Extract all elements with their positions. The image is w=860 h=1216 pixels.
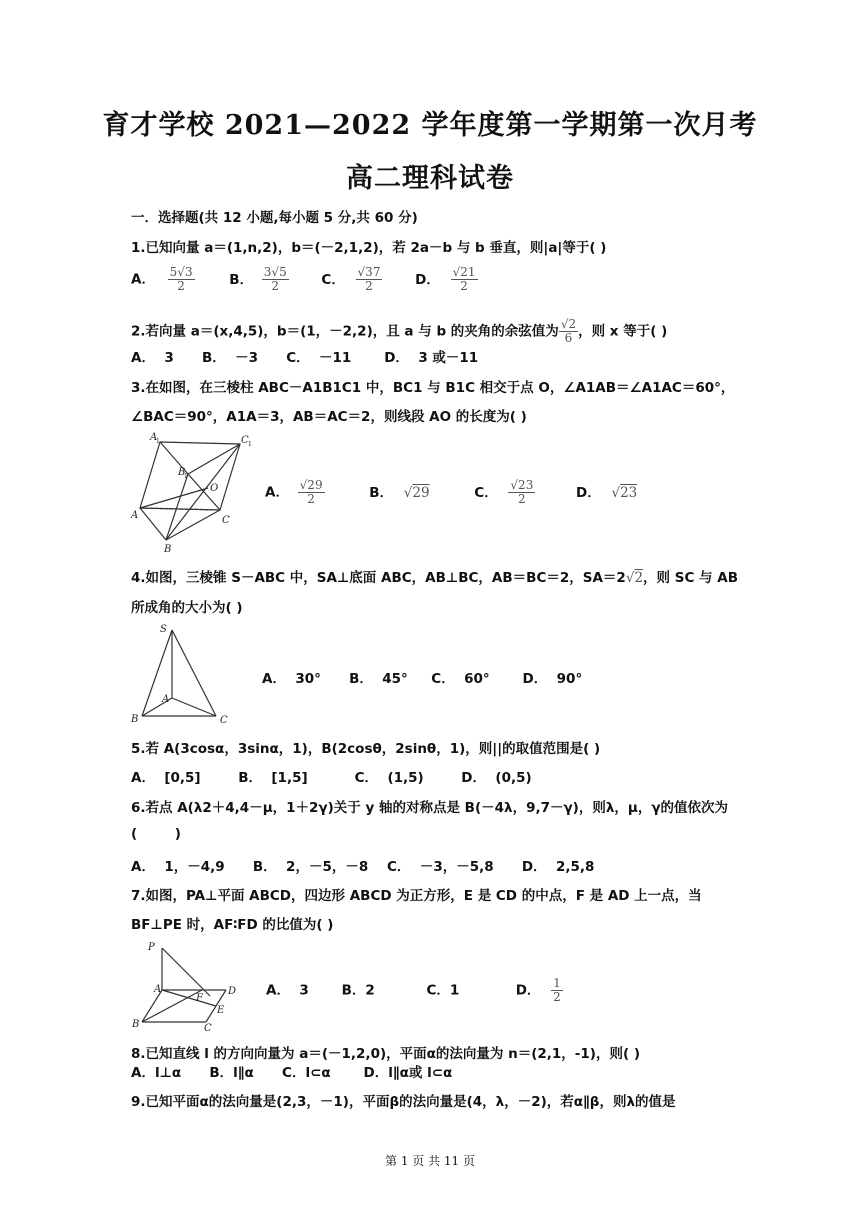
label-B: B	[132, 1019, 140, 1030]
exam-subtitle: 高二理科试卷	[346, 163, 514, 194]
label-O: O	[210, 483, 219, 494]
q3-stem-line1: 3.在如图，在三棱柱 ABC－A1B1C1 中，BC1 与 B1C 相交于点 O，∠A1AB＝∠A1AC＝60°，	[131, 380, 735, 396]
q1-stem: 1.已知向量 a＝(1,n,2)，b＝(－2,1,2)，若 2a－b 与 b 垂直，则|a|等于( )	[131, 240, 607, 256]
q8-stem: 8.已知直线 l 的方向向量为 a＝(－1,2,0)，平面α的法向量为 n＝(2,1，-1)，则( )	[131, 1046, 641, 1062]
label-A1: A	[150, 432, 158, 443]
q7-stem-line1: 7.如图，PA⊥平面 ABCD，四边形 ABCD 为正方形，E 是 CD 的中点，F 是 AD 上一点，当	[131, 888, 702, 904]
label-B: B	[164, 544, 172, 555]
page-footer: 第 1 页 共 11 页	[385, 1154, 475, 1168]
q5-options: A． [0,5] B． [1,5] C． (1,5) D． (0,5)	[131, 770, 532, 786]
label-B: B	[131, 714, 139, 725]
q2-options: A． 3 B． －3 C． －11 D． 3 或－11	[131, 350, 479, 366]
q7-options: A． 3 B．2 C．1 D． $\frac{1}{2}$	[266, 976, 561, 1004]
q6-stem-line1: 6.若点 A(λ2＋4,4－μ，1＋2γ)关于 y 轴的对称点是 B(－4λ，9,7－γ)，则λ，μ，γ的值依次为	[131, 800, 729, 816]
q2-stem: 2.若向量 a＝(x,4,5)，b＝(1，－2,2)，且 a 与 b 的夹角的余弦值为 $\frac{√2}{6}$ ，则 x 等于( )	[131, 317, 668, 345]
label-C: C	[204, 1023, 212, 1033]
label-B1-sub: 1	[184, 473, 188, 480]
label-B1: B	[178, 467, 186, 478]
label-C1: C	[241, 435, 249, 446]
q1-options: A． $\frac{5√3}{2}$ B． $\frac{3√5}{2}$ C． $\frac{√37}{2}$ D． $\frac{√21}{2}$	[131, 265, 476, 293]
label-C: C	[222, 515, 230, 526]
label-A: A	[162, 694, 170, 705]
pyramid-figure	[128, 620, 238, 728]
label-A: A	[154, 984, 162, 995]
prism-figure	[128, 430, 258, 555]
q6-stem-line2: ( )	[131, 826, 181, 842]
q8-options: A．l⊥α B．l∥α C．l⊂α D．l∥α或 l⊂α	[131, 1065, 453, 1081]
q4-stem-line1: 4.如图，三棱锥 S－ABC 中，SA⊥底面 ABC，AB⊥BC，AB＝BC＝2，SA＝2√2，则 SC 与 AB	[131, 570, 738, 586]
q4-stem-line2: 所成角的大小为( )	[131, 600, 243, 616]
q3-options: A． $\frac{√29}{2}$ B． √29 C． $\frac{√23}{2}$ D． √23	[265, 478, 638, 506]
q3-stem-line2: ∠BAC＝90°，A1A＝3，AB＝AC＝2，则线段 AO 的长度为( )	[131, 409, 527, 425]
q5-stem: 5.若 A(3cosα，3sinα，1)，B(2cosθ，2sinθ，1)，则||的取值范围是( )	[131, 741, 601, 757]
label-S: S	[160, 624, 167, 635]
label-E: E	[217, 1005, 225, 1016]
q4-options: A． 30° B． 45° C． 60° D． 90°	[262, 671, 583, 687]
q7-stem-line2: BF⊥PE 时，AF∶FD 的比值为( )	[131, 917, 334, 933]
label-P: P	[148, 942, 155, 953]
q6-options: A． 1，－4,9 B． 2，－5，－8 C． －3，－5,8 D． 2,5,8	[131, 859, 595, 875]
q9-stem: 9.已知平面α的法向量是(2,3，－1)，平面β的法向量是(4，λ，－2)，若α∥β，则λ的值是	[131, 1094, 676, 1110]
square-pyramid-figure	[128, 938, 248, 1033]
label-A1-sub: 1	[156, 438, 160, 445]
label-F: F	[196, 993, 203, 1004]
label-C1-sub: 1	[248, 441, 252, 448]
label-C: C	[220, 715, 228, 726]
exam-title: 育才学校 2021—2022 学年度第一学期第一次月考	[102, 110, 758, 141]
label-D: D	[228, 986, 237, 997]
label-A: A	[131, 510, 139, 521]
section-heading: 一．选择题(共 12 小题,每小题 5 分,共 60 分)	[131, 210, 418, 226]
